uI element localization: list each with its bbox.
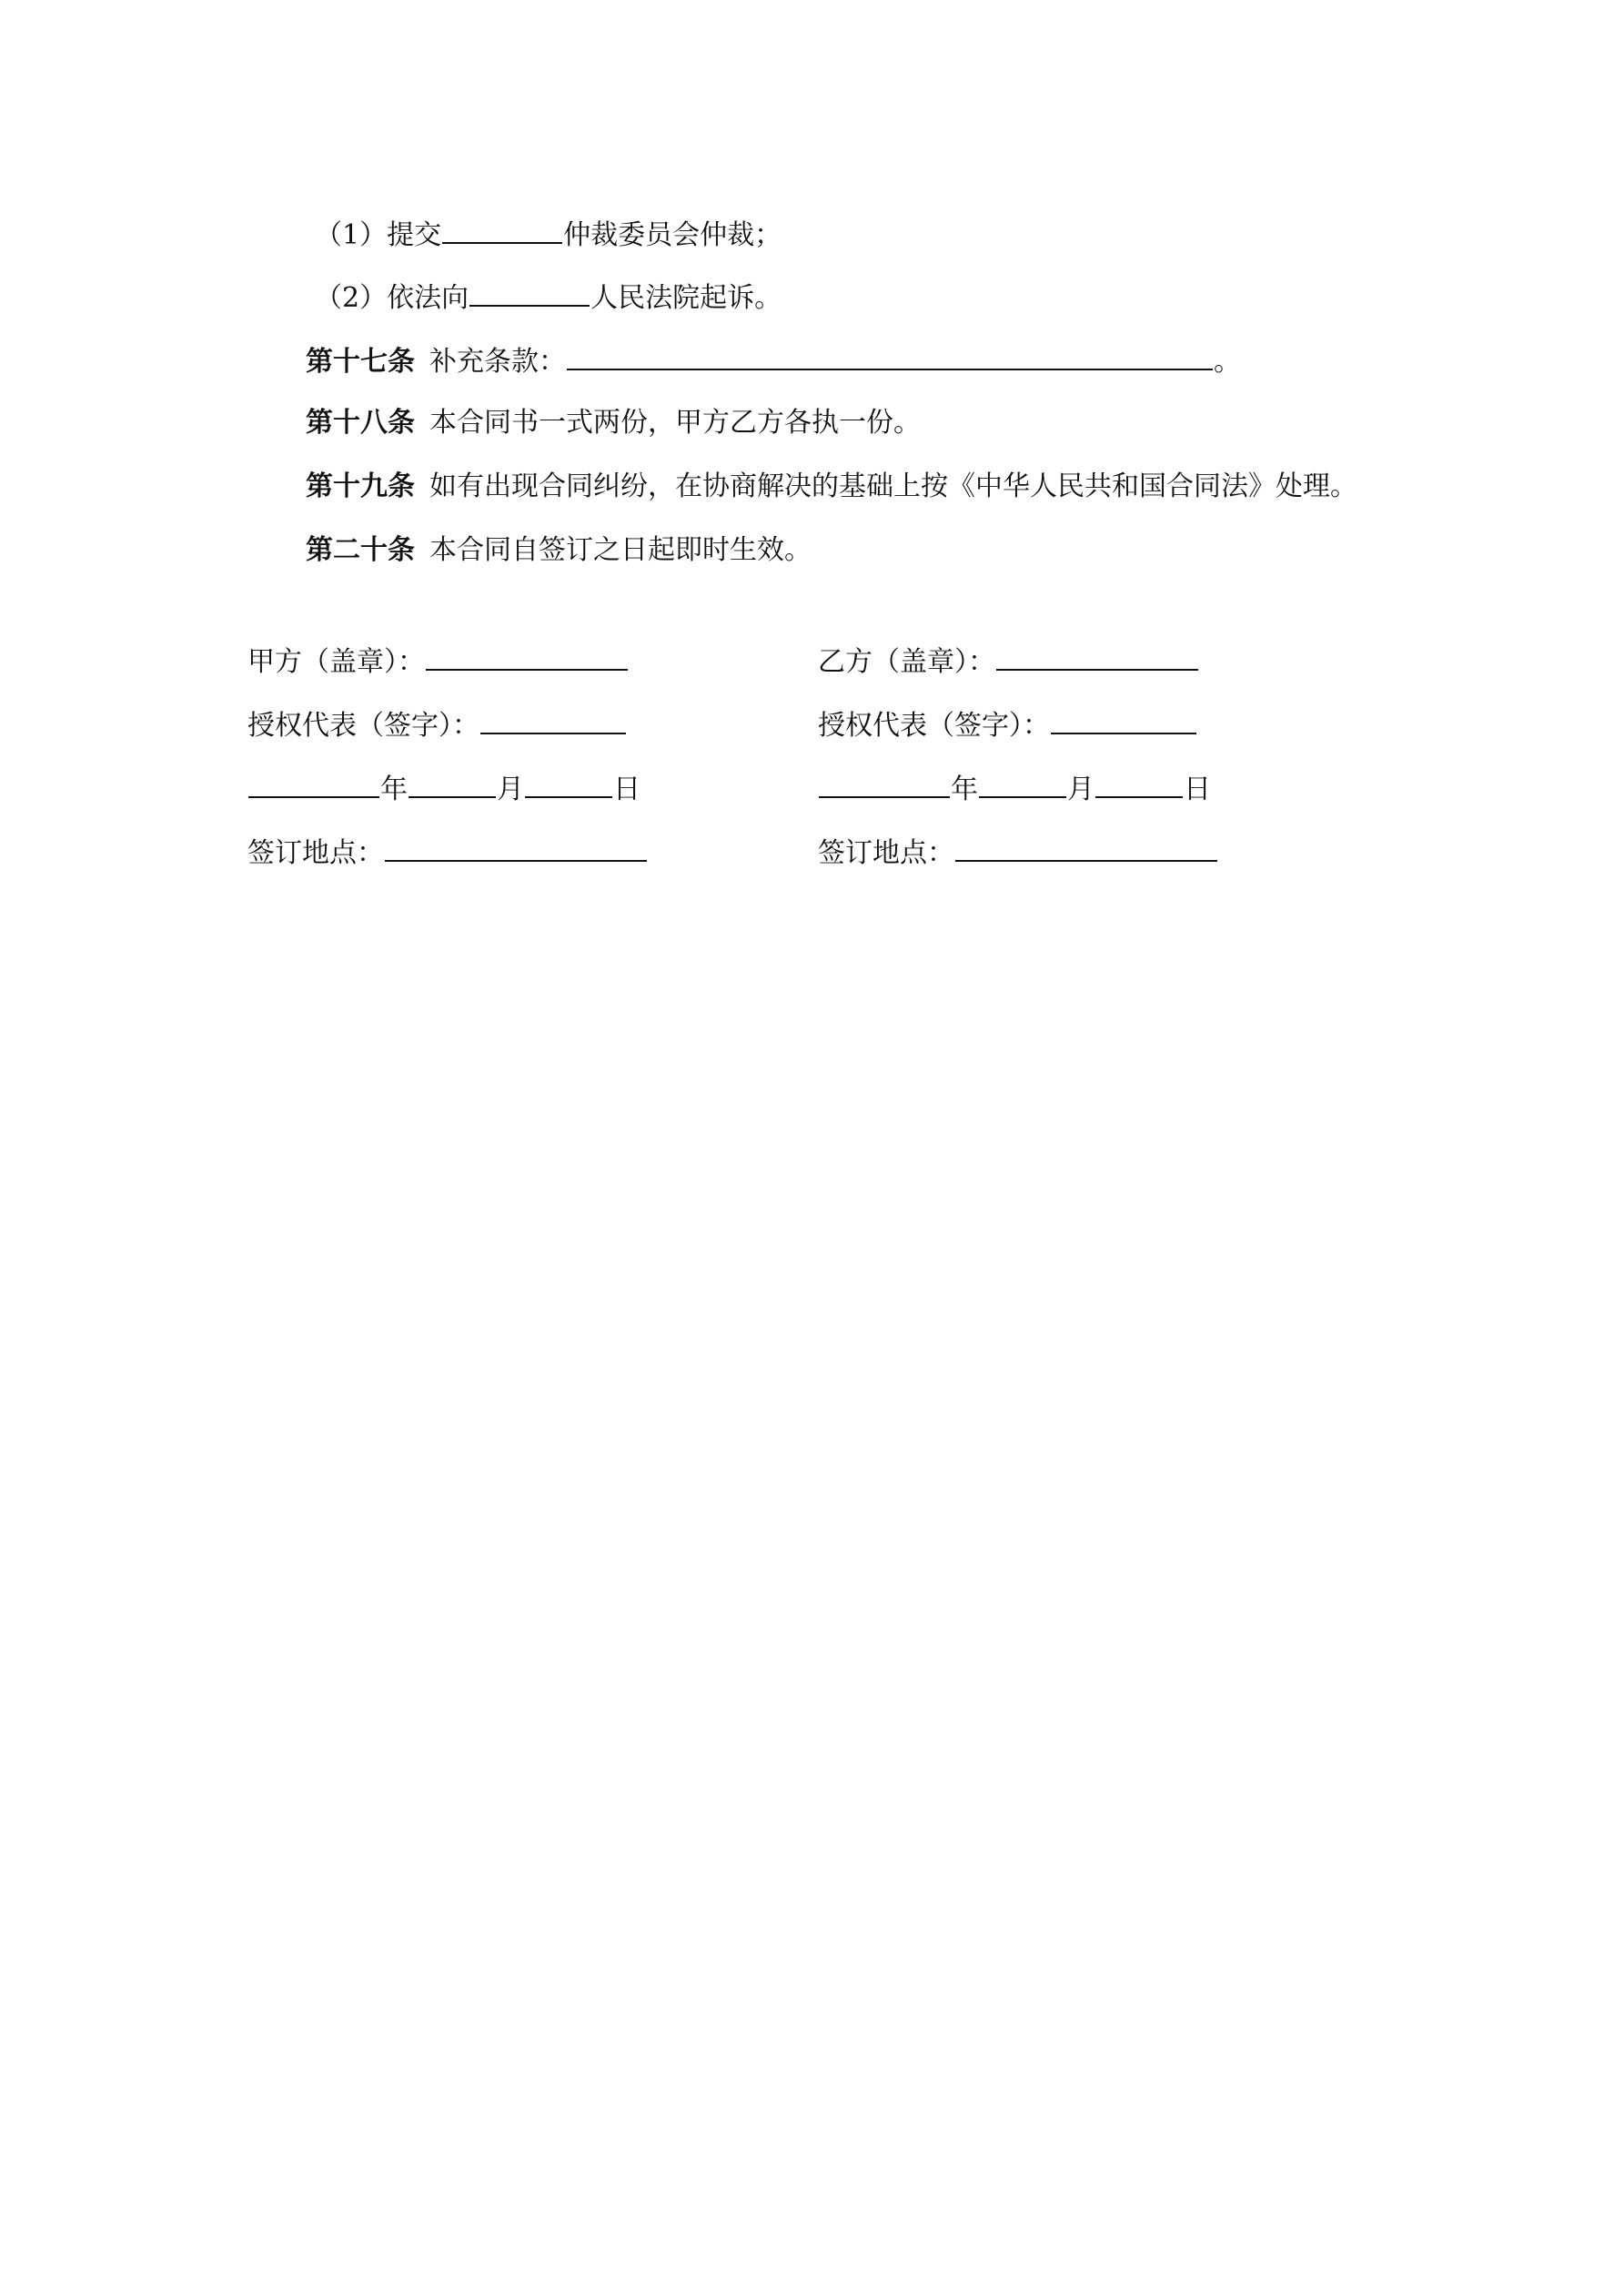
party-a-place-label: 签订地点： xyxy=(247,837,384,869)
party-a-place-blank[interactable] xyxy=(385,833,647,862)
arbitration-committee-blank[interactable] xyxy=(442,215,562,244)
party-a-day-label: 日 xyxy=(613,774,641,805)
article-20-text: 本合同自签订之日起即时生效。 xyxy=(429,534,812,566)
party-a-month-label: 月 xyxy=(497,774,524,805)
party-b-place-blank[interactable] xyxy=(955,833,1217,862)
article-17 xyxy=(306,341,1241,380)
dispute-option-lawsuit xyxy=(315,278,782,317)
option-1-prefix: （1）提交 xyxy=(315,219,442,251)
article-19 xyxy=(306,469,1357,505)
article-20 xyxy=(306,532,812,569)
article-19-text: 如有出现合同纠纷，在协商解决的基础上按《中华人民共和国合同法》处理。 xyxy=(429,470,1357,502)
party-a-year-label: 年 xyxy=(380,774,408,805)
option-1-suffix: 仲裁委员会仲裁； xyxy=(563,219,782,251)
dispute-option-arbitration xyxy=(315,215,782,254)
party-a-representative-label: 授权代表（签字）： xyxy=(247,710,479,742)
party-b-representative-blank[interactable] xyxy=(1051,705,1196,734)
party-b-seal-blank[interactable] xyxy=(996,642,1198,671)
party-a-day-blank[interactable] xyxy=(525,769,612,798)
party-b-representative-label: 授权代表（签字）： xyxy=(818,710,1050,742)
party-b-place-row xyxy=(818,833,1218,872)
party-b-representative-row xyxy=(818,705,1197,744)
article-17-end: 。 xyxy=(1214,346,1241,378)
article-17-label: 第十七条 xyxy=(306,346,415,378)
party-a-year-blank[interactable] xyxy=(248,769,379,798)
party-b-place-label: 签订地点： xyxy=(818,837,954,869)
party-a-representative-row xyxy=(247,705,627,744)
party-a-month-blank[interactable] xyxy=(409,769,496,798)
party-a-place-row xyxy=(247,833,648,872)
party-b-seal-row xyxy=(818,642,1199,681)
party-a-representative-blank[interactable] xyxy=(480,705,626,734)
party-b-year-blank[interactable] xyxy=(819,769,950,798)
option-2-prefix: （2）依法向 xyxy=(315,282,469,314)
party-a-date-row xyxy=(247,769,641,808)
article-18-label: 第十八条 xyxy=(306,407,415,439)
party-b-seal-label: 乙方（盖章）： xyxy=(818,646,995,678)
option-2-suffix: 人民法院起诉。 xyxy=(590,282,782,314)
article-18 xyxy=(306,405,921,441)
party-a-seal-label: 甲方（盖章）： xyxy=(247,646,425,678)
party-a-seal-row xyxy=(247,642,629,681)
party-a-seal-blank[interactable] xyxy=(426,642,628,671)
party-b-year-label: 年 xyxy=(951,774,978,805)
court-name-blank[interactable] xyxy=(469,278,590,307)
party-b-month-blank[interactable] xyxy=(979,769,1066,798)
party-b-day-blank[interactable] xyxy=(1095,769,1183,798)
party-b-month-label: 月 xyxy=(1067,774,1094,805)
article-19-label: 第十九条 xyxy=(306,470,415,502)
supplementary-terms-blank[interactable] xyxy=(567,341,1213,370)
article-20-label: 第二十条 xyxy=(306,534,415,566)
article-18-text: 本合同书一式两份，甲方乙方各执一份。 xyxy=(429,407,921,439)
article-17-text: 补充条款： xyxy=(429,346,566,378)
party-b-day-label: 日 xyxy=(1184,774,1211,805)
party-b-date-row xyxy=(818,769,1211,808)
